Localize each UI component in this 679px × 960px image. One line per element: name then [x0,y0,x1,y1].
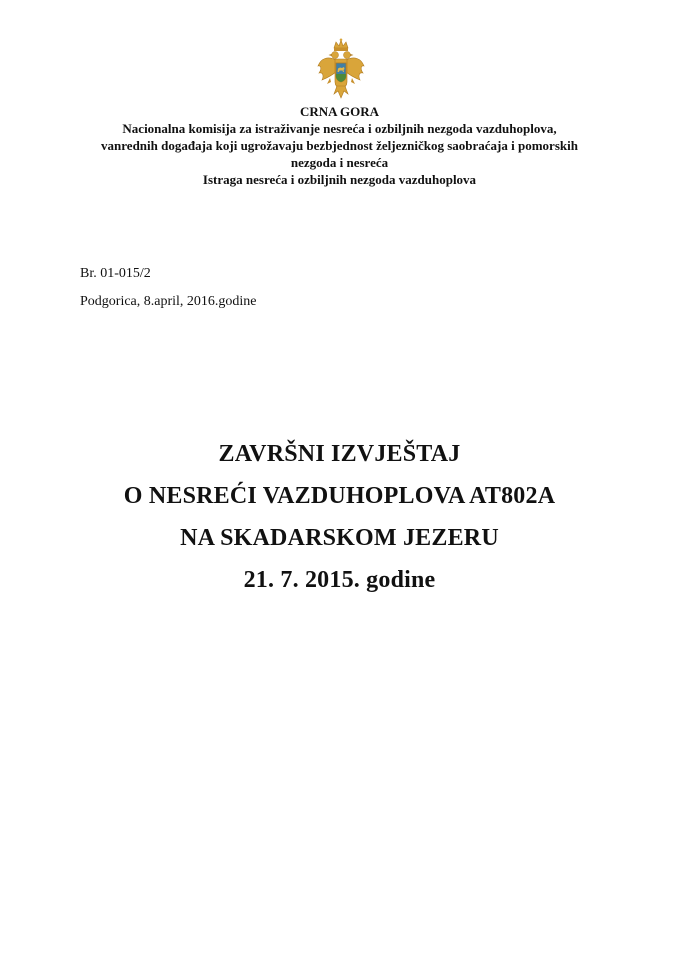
institution-line: Nacionalna komisija za istraživanje nesreća i ozbiljnih nezgoda vazduhoplova, [122,121,557,136]
title-line: O NESREĆI VAZDUHOPLOVA AT802A [123,483,556,509]
montenegro-coat-of-arms-icon [316,38,366,102]
department-name: Istraga nesreća i ozbiljnih nezgoda vazduhoplova [202,172,477,187]
title-date-line: 21. 7. 2015. godine [243,567,436,593]
country-name: CRNA GORA [299,104,380,119]
document-reference [80,260,257,316]
institution-line: nezgoda i nesreća [290,155,389,170]
title-line: NA SKADARSKOM JEZERU [180,525,499,551]
institution-line: vanrednih događaja koji ugrožavaju bezbjednost željezničkog saobraćaja i pomorskih [101,138,578,153]
reference-number: Br. 01-015/2 [80,266,151,281]
report-title [0,433,679,601]
title-line: ZAVRŠNI IZVJEŠTAJ [218,441,461,467]
issuing-authority-header [0,103,679,188]
place-and-date: Podgorica, 8.april, 2016.godine [80,294,257,309]
